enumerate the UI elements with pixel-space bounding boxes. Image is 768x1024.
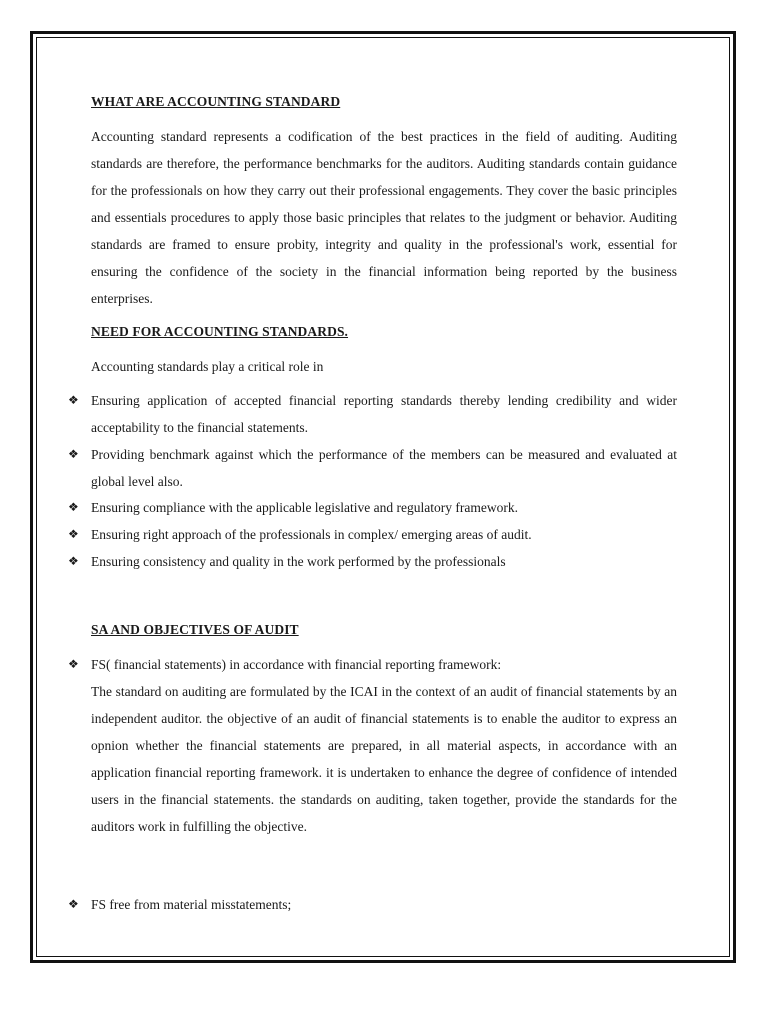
- bullet-diamond-icon: ❖: [68, 527, 79, 541]
- bullet-diamond-icon: ❖: [68, 897, 79, 911]
- heading-what-are-accounting-standard: WHAT ARE ACCOUNTING STANDARD: [91, 94, 341, 109]
- bullet-diamond-icon: ❖: [68, 500, 79, 514]
- list-item-title: FS free from material misstatements;: [91, 897, 292, 912]
- bullet-diamond-icon: ❖: [68, 554, 79, 568]
- paragraph-accounting-standard-definition: Accounting standard represents a codification of the best practices in the field of auditing. Auditing standards are therefore, the performance benchmarks for the auditors. Auditing standards contain guidance for the professionals on how they carry out their professional engagements. They cover the basic principles and essentials procedures to apply those basic principles that relates to the judgment or behavior. Auditing standards are framed to ensure probity, integrity and quality in the professional's work, essential for ensuring the confidence of the society in the financial information being reported by the business enterprises.: [91, 129, 677, 306]
- heading-sa-and-objectives-of-audit: SA AND OBJECTIVES OF AUDIT: [91, 622, 299, 637]
- list-item: Ensuring application of accepted financial reporting standards thereby lending credibility and wider acceptability to the financial statements.: [91, 393, 677, 435]
- bullet-diamond-icon: ❖: [68, 657, 79, 671]
- paragraph-need-intro: Accounting standards play a critical role in: [91, 359, 324, 374]
- list-item: Ensuring consistency and quality in the work performed by the professionals: [91, 554, 506, 569]
- heading-need-for-accounting-standards: NEED FOR ACCOUNTING STANDARDS.: [91, 324, 349, 339]
- list-item: Ensuring right approach of the professionals in complex/ emerging areas of audit.: [91, 527, 532, 542]
- list-item: Providing benchmark against which the performance of the members can be measured and evaluated at global level also.: [91, 447, 677, 489]
- paragraph-audit-objective: The standard on auditing are formulated by the ICAI in the context of an audit of financial statements by an independent auditor. the objective of an audit of financial statements is to enable the auditor to express an opnion whether the financial statements are prepared, in all material aspects, in accordance with an application financial reporting framework. it is undertaken to enhance the degree of confidence of intended users in the financial statements. the standards on auditing, taken together, provide the standards for the auditors work in fulfilling the objective.: [91, 684, 677, 834]
- list-item-title: FS( financial statements) in accordance with financial reporting framework:: [91, 657, 502, 672]
- bullet-diamond-icon: ❖: [68, 447, 79, 461]
- list-item: Ensuring compliance with the applicable legislative and regulatory framework.: [91, 500, 518, 515]
- bullet-diamond-icon: ❖: [68, 393, 79, 407]
